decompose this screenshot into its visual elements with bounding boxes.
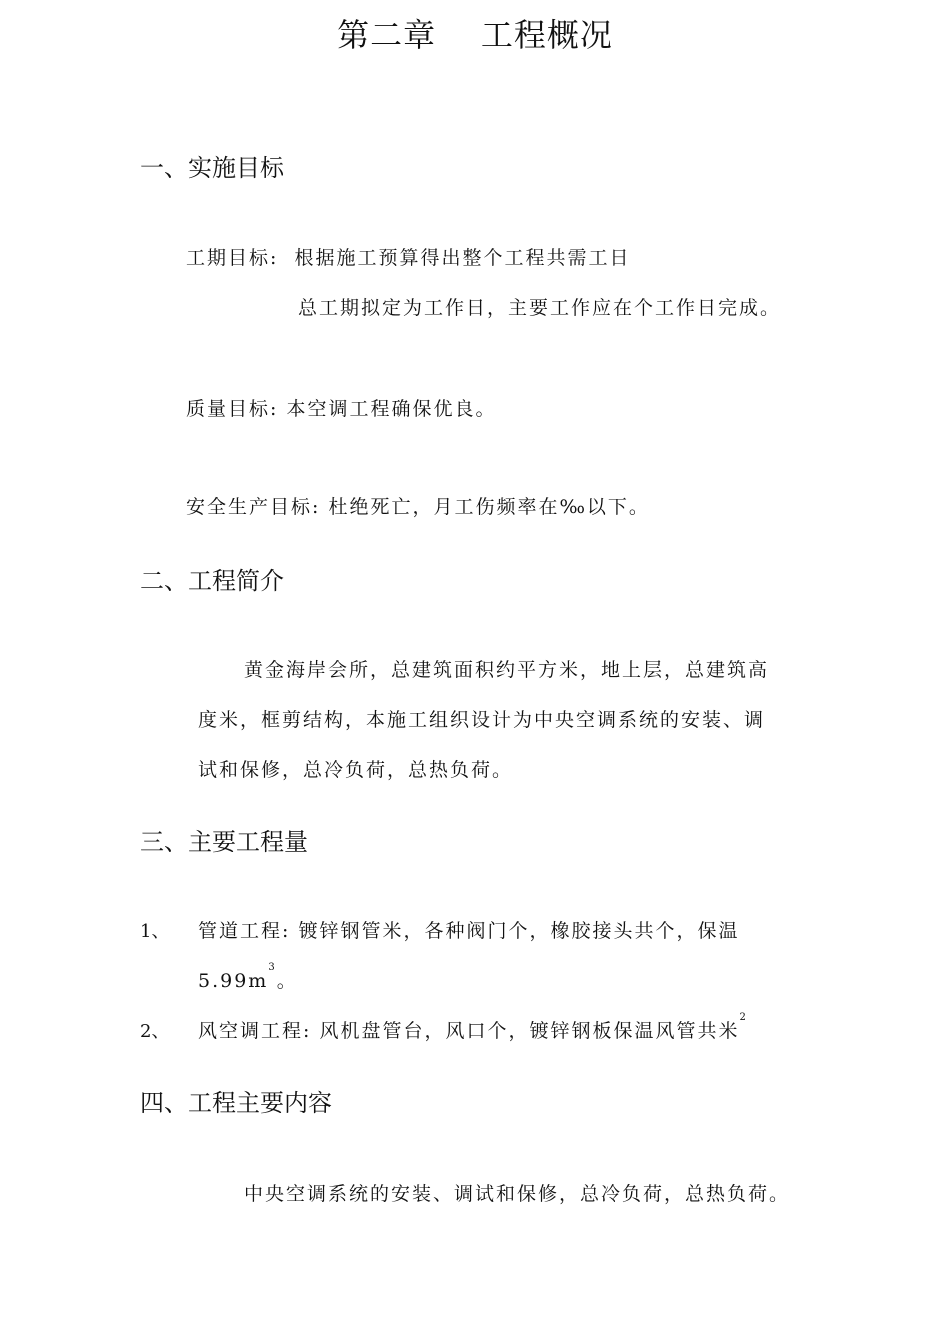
pipe-works-item: 管道工程: 镀锌钢管米，各种阀门个，橡胶接头共个，保温 xyxy=(198,920,740,942)
air-conditioning-text: 风空调工程: 风机盘管台，风口个，镀锌钢板保温风管共米 xyxy=(198,1020,740,1042)
quality-goal: 质量目标: 本空调工程确保优良。 xyxy=(186,398,497,420)
section-heading-goals: 一、实施目标 xyxy=(140,154,284,182)
insulation-volume: 5.99m xyxy=(198,970,269,992)
section-heading-overview: 二、工程简介 xyxy=(140,567,284,595)
schedule-goal-text: 根据施工预算得出整个工程共需工日 xyxy=(294,247,631,269)
main-content-text: 中央空调系统的安装、调试和保修，总冷负荷，总热负荷。 xyxy=(244,1183,791,1205)
cubic-superscript: 3 xyxy=(268,962,277,973)
overview-line-3: 试和保修，总冷负荷，总热负荷。 xyxy=(198,759,514,781)
chapter-title: 第二章 工程概况 xyxy=(337,16,613,54)
overview-line-1: 黄金海岸会所，总建筑面积约平方米，地上层，总建筑高 xyxy=(244,659,770,681)
item-number-2: 2、 xyxy=(140,1021,170,1042)
square-superscript: 2 xyxy=(739,1012,748,1023)
schedule-goal-line xyxy=(186,243,630,270)
section-heading-quantities: 三、主要工程量 xyxy=(140,828,308,856)
schedule-goal-label: 工期目标: xyxy=(186,247,279,269)
overview-line-2: 度米，框剪结构，本施工组织设计为中央空调系统的安装、调 xyxy=(198,709,766,731)
section-heading-main-content: 四、工程主要内容 xyxy=(140,1089,332,1117)
pipe-works-continuation xyxy=(198,962,298,993)
period: 。 xyxy=(276,970,298,992)
schedule-goal-continuation: 总工期拟定为工作日，主要工作应在个工作日完成。 xyxy=(298,297,782,319)
safety-goal: 安全生产目标: 杜绝死亡，月工伤频率在‰以下。 xyxy=(186,496,650,518)
item-number-1: 1、 xyxy=(140,921,170,942)
air-conditioning-item xyxy=(198,1012,748,1043)
